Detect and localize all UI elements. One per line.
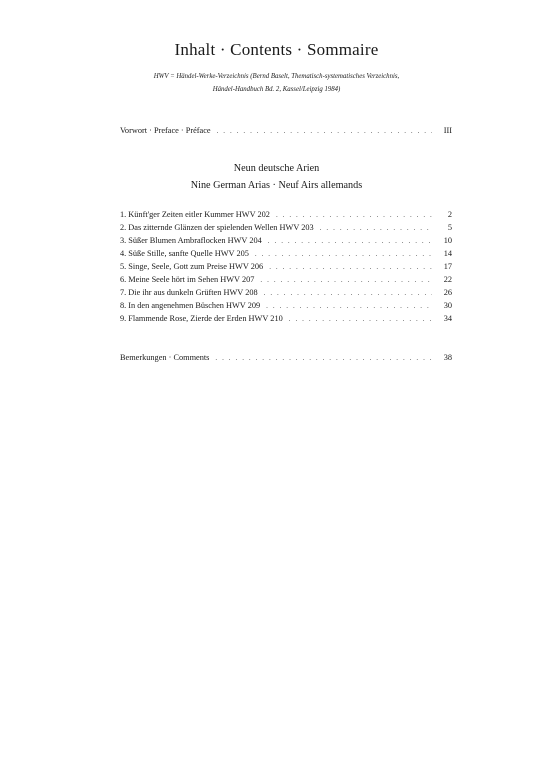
section-subtitle: Nine German Arias · Neuf Airs allemands bbox=[190, 180, 363, 191]
hwv-note-line-1: HWV = Händel-Werke-Verzeichnis (Bernd Baselt, Thematisch-systematisches Verzeichnis, bbox=[153, 73, 400, 80]
toc-entry-label: 4. Süße Stille, sanfte Quelle HWV 205 bbox=[120, 249, 249, 258]
dot-leader bbox=[217, 127, 432, 135]
toc-entry-label: 5. Singe, Seele, Gott zum Preise HWV 206 bbox=[120, 262, 264, 271]
toc-entry-page: 14 bbox=[443, 249, 452, 258]
toc-entry-label: 6. Meine Seele hört im Sehen HWV 207 bbox=[120, 275, 255, 284]
toc-entry-label: 1. Künft'ger Zeiten eitler Kummer HWV 202 bbox=[120, 210, 270, 219]
toc-entry-aria bbox=[120, 223, 452, 236]
toc-entry-page: 34 bbox=[443, 314, 452, 323]
toc-entry-aria bbox=[120, 275, 452, 288]
toc-entry-aria bbox=[120, 236, 452, 249]
dot-leader bbox=[289, 315, 432, 323]
toc-entry-label: 9. Flammende Rose, Zierde der Erden HWV 210 bbox=[120, 314, 283, 323]
toc-entry-page: 10 bbox=[443, 236, 452, 245]
toc-entry-aria bbox=[120, 249, 452, 262]
dot-leader bbox=[269, 263, 432, 271]
dot-leader bbox=[276, 211, 432, 219]
toc-entry-aria bbox=[120, 210, 452, 223]
dot-leader bbox=[266, 302, 432, 310]
toc-entry-page: 2 bbox=[447, 210, 452, 219]
toc-entry-label: 2. Das zitternde Glänzen der spielenden Wellen HWV 203 bbox=[120, 223, 314, 232]
toc-entry-label: Vorwort · Preface · Préface bbox=[120, 126, 211, 135]
toc-entry-label: Bemerkungen · Comments bbox=[120, 353, 210, 362]
hwv-note-line-2: Händel-Handbuch Bd. 2, Kassel/Leipzig 1984) bbox=[212, 86, 341, 93]
toc-entry-page: 22 bbox=[443, 275, 452, 284]
page-title: Inhalt · Contents · Sommaire bbox=[174, 40, 379, 59]
toc-entry-label: 7. Die ihr aus dunkeln Grüften HWV 208 bbox=[120, 288, 258, 297]
dot-leader bbox=[255, 250, 432, 258]
toc-entry-aria bbox=[120, 288, 452, 301]
toc-entry-aria bbox=[120, 314, 452, 327]
dot-leader bbox=[320, 224, 432, 232]
toc-entry-page: 5 bbox=[447, 223, 452, 232]
toc-entry-comments bbox=[120, 353, 452, 366]
toc-entry-page: 30 bbox=[443, 301, 452, 310]
dot-leader bbox=[268, 237, 432, 245]
toc-entry-label: 8. In den angenehmen Büschen HWV 209 bbox=[120, 301, 261, 310]
toc-entry-preface bbox=[120, 126, 452, 139]
dot-leader bbox=[264, 289, 432, 297]
toc-entry-page: 17 bbox=[443, 262, 452, 271]
toc-entry-page: 26 bbox=[443, 288, 452, 297]
toc-entry-aria bbox=[120, 301, 452, 314]
toc-entry-page: III bbox=[443, 126, 452, 135]
dot-leader bbox=[260, 276, 432, 284]
dot-leader bbox=[215, 354, 432, 362]
toc-entry-label: 3. Süßer Blumen Ambraflocken HWV 204 bbox=[120, 236, 262, 245]
toc-entry-page: 38 bbox=[443, 353, 452, 362]
section-title: Neun deutsche Arien bbox=[233, 163, 320, 174]
toc-entry-aria bbox=[120, 262, 452, 275]
